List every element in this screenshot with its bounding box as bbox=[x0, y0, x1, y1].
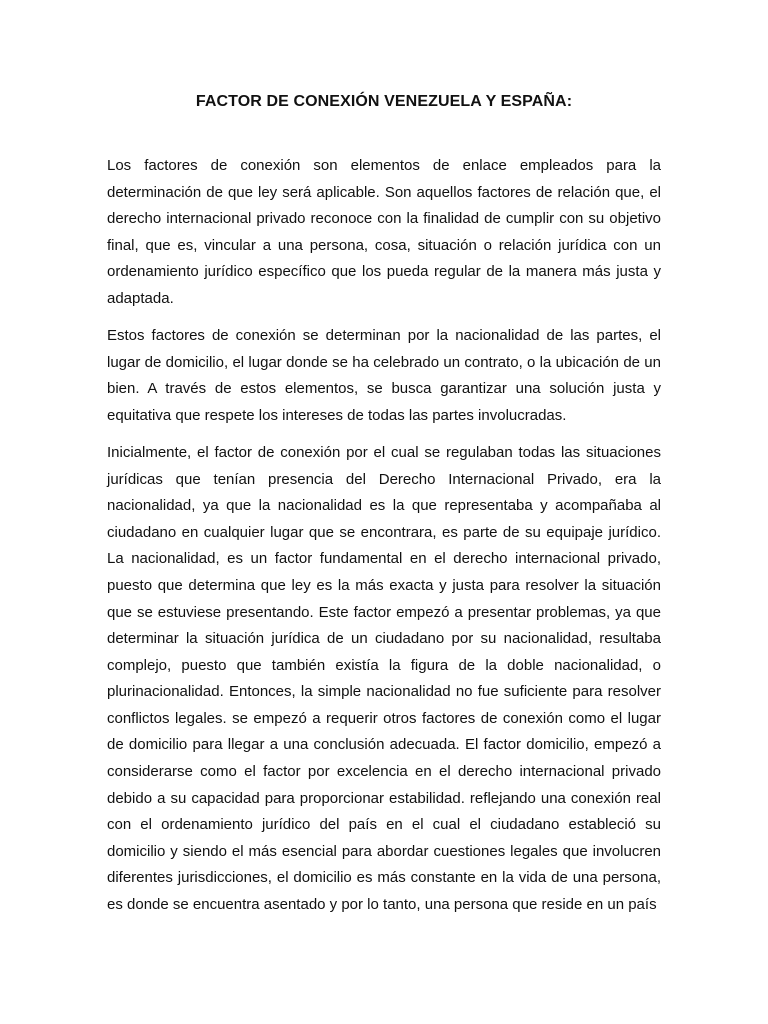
paragraph-1: Los factores de conexión son elementos de enlace empleados para la determinación de que ley será aplicable. Son aquellos factores de relación que, el derecho internacional privado reconoce con la finalidad de cumplir con su objetivo final, que es, vincular a una persona, cosa, situación o relación jurídica con un ordenamiento jurídico específico que los pueda regular de la manera más justa y adaptada. bbox=[107, 157, 661, 307]
document-title: FACTOR DE CONEXIÓN VENEZUELA Y ESPAÑA: bbox=[195, 93, 573, 110]
document-body bbox=[107, 153, 661, 929]
paragraph-2: Estos factores de conexión se determinan por la nacionalidad de las partes, el lugar de domicilio, el lugar donde se ha celebrado un contrato, o la ubicación de un bien. A través de estos elementos, se busca garantizar una solución justa y equitativa que respete los intereses de todas las partes involucradas. bbox=[107, 327, 661, 424]
paragraph-3: Inicialmente, el factor de conexión por el cual se regulaban todas las situaciones jurídicas que tenían presencia del Derecho Internacional Privado, era la nacionalidad, ya que la nacionalidad es la que representaba y acompañaba al ciudadano en cualquier lugar que se encontrara, es parte de su equipaje jurídico. La nacionalidad, es un factor fundamental en el derecho internacional privado, puesto que determina que ley es la más exacta y justa para resolver la situación que se estuviese presentando. Este factor empezó a presentar problemas, ya que determinar la situación jurídica de un ciudadano por su nacionalidad, resultaba complejo, puesto que también existía la figura de la doble nacionalidad, o plurinacionalidad. Entonces, la simple nacionalidad no fue suficiente para resolver conflictos legales. se empezó a requerir otros factores de conexión como el lugar de domicilio para llegar a una conclusión adecuada. El factor domicilio, empezó a considerarse como el factor por excelencia en el derecho internacional privado debido a su capacidad para proporcionar estabilidad. reflejando una conexión real con el ordenamiento jurídico del país en el cual el ciudadano estableció su domicilio y siendo el más esencial para abordar cuestiones legales que involucren diferentes jurisdicciones, el domicilio es más constante en la vida de una persona, es donde se encuentra asentado y por lo tanto, una persona que reside en un país bbox=[107, 443, 661, 914]
